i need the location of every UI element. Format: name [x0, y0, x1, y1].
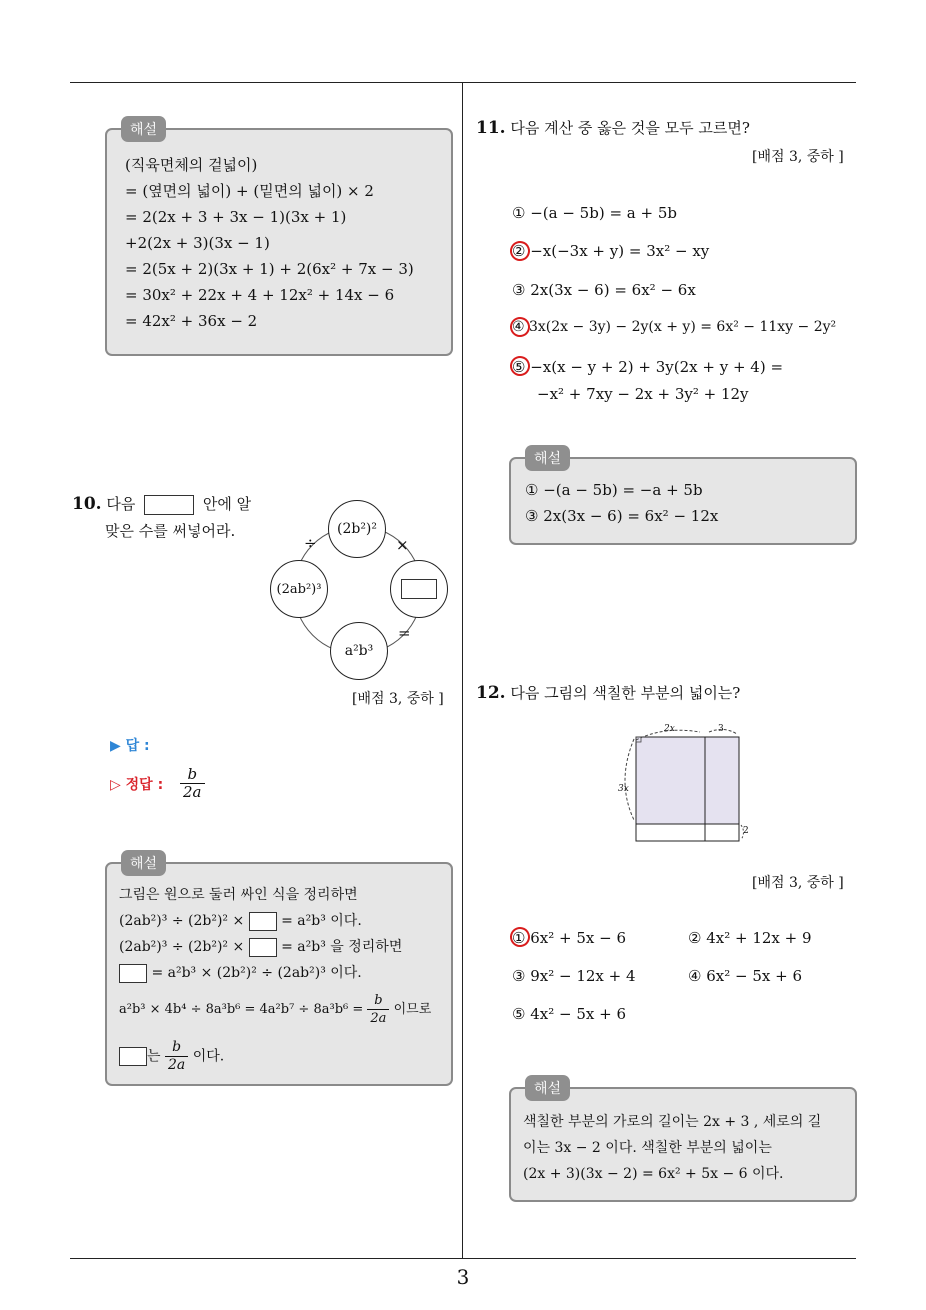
solution-line: = 42x² + 36x − 2 — [125, 312, 258, 330]
solution-line: = 2(2x + 3 + 3x − 1)(3x + 1) — [125, 208, 347, 226]
solution-lines — [119, 882, 431, 1074]
solution-line — [119, 1039, 431, 1074]
solution-line: = (옆면의 넓이) + (밑면의 넓이) × 2 — [125, 182, 374, 200]
question-text-cont: 맞은 수를 써넣어라. — [105, 522, 236, 540]
score-label: [배점 3, 중하 ] — [752, 149, 844, 165]
choice-1[interactable]: ① 6x² + 5x − 6 — [512, 929, 626, 947]
choice-5[interactable]: ⑤ −x(x − y + 2) + 3y(2x + y + 4) = — [512, 358, 784, 376]
fraction — [165, 1039, 188, 1074]
question-text: 다음 그림의 색칠한 부분의 넓이는? — [510, 684, 741, 702]
solution-line: ① −(a − 5b) = −a + 5b — [525, 481, 703, 499]
solution-tab: 해설 — [525, 1075, 570, 1101]
question-text: 안에 알 — [202, 495, 252, 513]
choice-4[interactable]: ④ 6x² − 5x + 6 — [688, 967, 802, 985]
solution-box-10 — [105, 856, 453, 1086]
solution-tab: 해설 — [525, 445, 570, 471]
solution-line: ③ 2x(3x − 6) = 6x² − 12x — [525, 507, 719, 525]
figure-svg — [612, 722, 754, 850]
denominator: 2a — [370, 1011, 387, 1026]
question-number: 12. — [476, 683, 506, 703]
solution-tab: 해설 — [121, 116, 166, 142]
expr: 이므로 — [393, 1002, 432, 1017]
solution-box-12 — [509, 1081, 857, 1202]
solution-line: (직육면체의 겉넓이) — [125, 156, 258, 174]
expr: = a²b³ × (2b²)² ÷ (2ab²)³ 이다. — [151, 965, 362, 981]
divide-sign: ÷ — [304, 534, 317, 552]
circle-left: (2ab²)³ — [270, 560, 328, 618]
choice-4[interactable]: ④ 3x(2x − 3y) − 2y(x + y) = 6x² − 11xy − 2y² — [512, 319, 837, 335]
blank-box — [401, 579, 437, 599]
choice-2[interactable]: ② 4x² + 12x + 9 — [688, 929, 812, 947]
blank-box — [119, 1047, 147, 1066]
question-number: 10. — [72, 494, 102, 514]
solution-tab: 해설 — [121, 850, 166, 876]
question-text: 다음 — [106, 495, 136, 513]
solution-lines — [523, 1109, 821, 1187]
blank-box — [249, 938, 277, 957]
expr: = a²b³ 을 정리하면 — [281, 939, 403, 955]
fraction — [180, 766, 205, 801]
label-2x: 2x — [664, 724, 675, 734]
numerator: b — [367, 992, 389, 1010]
choice-5-cont: −x² + 7xy − 2x + 3y² + 12y — [537, 385, 749, 403]
question-10 — [72, 493, 251, 515]
solution-box-9 — [105, 122, 453, 356]
choice-5[interactable]: ⑤ 4x² − 5x + 6 — [512, 1005, 626, 1023]
correct-answer-label: ▷ 정답 : — [110, 777, 164, 793]
solution-line: = 2(5x + 2)(3x + 1) + 2(6x² + 7x − 3) — [125, 260, 414, 278]
solution-lines — [125, 152, 414, 334]
bottom-rule — [70, 1258, 856, 1259]
solution-line: 색칠한 부분의 가로의 길이는 2x + 3 , 세로의 길 — [523, 1114, 822, 1130]
question-number: 11. — [476, 118, 506, 138]
solution-line: 그림은 원으로 둘러 싸인 식을 정리하면 — [119, 887, 358, 903]
answer-blank-box — [144, 495, 194, 515]
circle-top: (2b²)² — [328, 500, 386, 558]
solution-line: (2x + 3)(3x − 2) = 6x² + 5x − 6 이다. — [523, 1166, 784, 1182]
blank-box — [249, 912, 277, 931]
fraction — [367, 992, 389, 1027]
equals-sign: = — [398, 624, 411, 642]
expr: a²b³ × 4b⁴ ÷ 8a³b⁶ = 4a²b⁷ ÷ 8a³b⁶ = — [119, 1002, 364, 1017]
solution-line: +2(2x + 3)(3x − 1) — [125, 234, 270, 252]
expr: (2ab²)³ ÷ (2b²)² × — [119, 913, 245, 929]
blank-box — [119, 964, 147, 983]
shaded-rectangle-figure — [612, 722, 754, 850]
circle-bottom: a²b³ — [330, 622, 388, 680]
denominator: 2a — [183, 783, 202, 801]
solution-line — [119, 992, 431, 1027]
choice-2[interactable]: ② −x(−3x + y) = 3x² − xy — [512, 242, 710, 260]
score-label: [배점 3, 중하 ] — [352, 691, 444, 707]
answer-label: ▶ 답 : — [110, 738, 150, 754]
expr: (2ab²)³ ÷ (2b²)² × — [119, 939, 245, 955]
question-11 — [476, 117, 750, 138]
solution-box-11 — [509, 451, 857, 545]
circle-right — [390, 560, 448, 618]
solution-line: = 30x² + 22x + 4 + 12x² + 14x − 6 — [125, 286, 395, 304]
correct-answer-value — [180, 766, 205, 801]
label-3: 3 — [718, 724, 724, 734]
numerator: b — [180, 766, 205, 784]
score-label: [배점 3, 중하 ] — [752, 875, 844, 891]
numerator: b — [165, 1039, 188, 1057]
question-text: 다음 계산 중 옳은 것을 모두 고르면? — [510, 119, 750, 137]
expr: 는 — [147, 1048, 161, 1065]
top-rule — [70, 82, 856, 83]
choice-1[interactable]: ① −(a − 5b) = a + 5b — [512, 204, 677, 222]
expr: = a²b³ 이다. — [281, 913, 362, 929]
denominator: 2a — [167, 1057, 186, 1073]
choice-3[interactable]: ③ 2x(3x − 6) = 6x² − 6x — [512, 281, 696, 299]
circle-diagram — [268, 500, 448, 680]
solution-line — [119, 934, 431, 960]
solution-line — [119, 960, 431, 986]
expr: 이다. — [192, 1048, 225, 1065]
page-number: 3 — [456, 1265, 470, 1289]
times-sign: × — [396, 536, 409, 554]
question-12 — [476, 682, 740, 703]
label-3x: 3x — [618, 784, 629, 794]
solution-line — [119, 908, 431, 934]
label-2: 2 — [743, 826, 749, 836]
column-divider — [462, 83, 463, 1259]
choice-3[interactable]: ③ 9x² − 12x + 4 — [512, 967, 636, 985]
solution-lines — [525, 477, 718, 529]
solution-line: 이는 3x − 2 이다. 색칠한 부분의 넓이는 — [523, 1140, 772, 1156]
